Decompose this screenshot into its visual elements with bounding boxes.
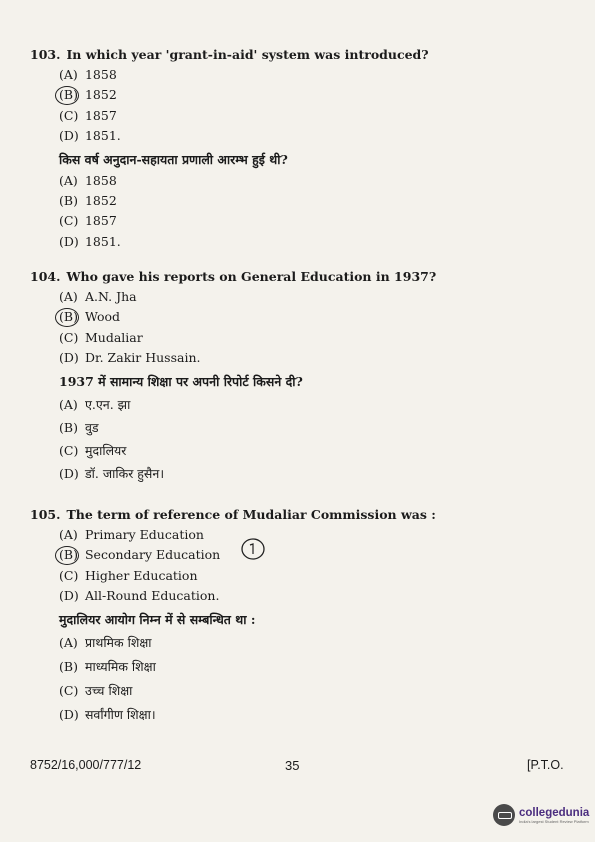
option-text: 1857: [84, 213, 117, 229]
hindi-option-c: [59, 439, 550, 462]
option-text: Higher Education: [84, 567, 198, 583]
option-text: माध्यमिक शिक्षा: [84, 658, 156, 674]
option-letter: (C): [59, 567, 79, 583]
hindi-option-b: [59, 655, 550, 679]
question-text: [30, 45, 550, 65]
logo-name: collegedunia: [519, 806, 590, 819]
option-letter: (D): [59, 588, 79, 604]
option-text: 1857: [84, 107, 117, 123]
option-text: Primary Education: [84, 527, 204, 542]
question-stem: Who gave his reports on General Education in 1937?: [66, 269, 437, 284]
hindi-option-c: [59, 211, 550, 231]
hindi-option-b: [59, 191, 550, 211]
option-text: All-Round Education.: [84, 588, 220, 604]
option-b: [59, 545, 550, 565]
paper-code: 8752/16,000/777/12: [30, 758, 142, 772]
option-letter: (D): [59, 233, 79, 249]
question-stem: In which year 'grant-in-aid' system was introduced?: [66, 47, 429, 62]
option-text: Dr. Zakir Hussain.: [84, 350, 201, 366]
hindi-question-text: 1937 में सामान्य शिक्षा पर अपनी रिपोर्ट किसने दी?: [59, 373, 303, 389]
option-letter: (D): [59, 128, 79, 144]
handwritten-circle-mark: [240, 537, 266, 561]
hindi-option-a: [59, 171, 550, 191]
option-text: 1852: [84, 87, 117, 103]
option-letter: (B): [59, 192, 78, 208]
option-letter: (A): [59, 67, 78, 82]
pto-label: [P.T.O.: [527, 758, 564, 772]
question-text: [30, 505, 550, 525]
option-c: [59, 106, 550, 126]
option-letter: (D): [59, 465, 79, 481]
hindi-option-d: [59, 462, 550, 485]
page-number: 35: [285, 758, 300, 773]
option-d: [59, 126, 550, 146]
option-a: [59, 287, 550, 307]
option-d: [59, 348, 550, 368]
option-letter: (C): [59, 682, 79, 698]
logo-tagline: India's largest Student Review Platform: [519, 818, 589, 824]
collegedunia-logo: [493, 801, 589, 829]
hindi-option-d: [59, 232, 550, 252]
option-text: 1858: [84, 172, 117, 188]
hindi-option-a: [59, 631, 550, 655]
question-text: [30, 267, 550, 287]
question-105: [30, 505, 550, 727]
option-letter: (D): [59, 350, 79, 366]
option-letter: (C): [59, 213, 79, 229]
question-103: [30, 45, 550, 252]
option-letter: (A): [59, 172, 78, 188]
option-letter: (A): [59, 396, 78, 412]
hindi-question-text: किस वर्ष अनुदान-सहायता प्रणाली आरम्भ हुई थी?: [59, 151, 288, 167]
hindi-option-c: [59, 679, 550, 703]
option-letter: (A): [59, 634, 78, 650]
option-b: [59, 85, 550, 105]
hindi-option-d: [59, 703, 550, 727]
question-number: 105.: [30, 507, 61, 522]
option-text: डॉ. जाकिर हुसैन।: [84, 465, 165, 481]
option-letter: (A): [59, 527, 78, 542]
option-letter-circled: (B): [59, 545, 81, 565]
option-letter: (A): [59, 289, 78, 304]
question-104: [30, 267, 550, 485]
option-b: [59, 307, 550, 327]
option-text: Wood: [84, 309, 121, 325]
question-stem: The term of reference of Mudaliar Commission was :: [66, 507, 436, 522]
option-c: [59, 328, 550, 348]
option-text: A.N. Jha: [84, 289, 137, 304]
logo-mascot-icon: [493, 804, 515, 826]
option-a: [59, 65, 550, 85]
option-letter-circled: (B): [59, 85, 81, 105]
option-c: [59, 566, 550, 586]
hindi-option-b: [59, 416, 550, 439]
logo-text: [519, 807, 589, 824]
option-text: उच्च शिक्षा: [84, 682, 133, 698]
option-letter: (C): [59, 329, 79, 345]
option-text: ए.एन. झा: [84, 396, 131, 412]
option-text: 1858: [84, 67, 117, 82]
option-text: Mudaliar: [84, 329, 143, 345]
option-letter: (D): [59, 706, 79, 722]
option-letter: (B): [59, 419, 78, 435]
option-a: [59, 525, 550, 545]
option-letter: (C): [59, 442, 79, 458]
hindi-option-a: [59, 393, 550, 416]
hindi-question-text: मुदालियर आयोग निम्न में से सम्बन्धित था :: [59, 611, 256, 627]
option-d: [59, 586, 550, 606]
option-text: प्राथमिक शिक्षा: [84, 634, 152, 650]
question-number: 103.: [30, 47, 61, 62]
option-text: मुदालियर: [84, 442, 127, 458]
option-letter: (B): [59, 658, 78, 674]
option-letter-circled: (B): [59, 307, 81, 327]
option-text: 1852: [84, 192, 117, 208]
option-text: 1851.: [84, 233, 121, 249]
option-text: 1851.: [84, 128, 121, 144]
option-text: वुड: [84, 419, 99, 435]
question-number: 104.: [30, 269, 61, 284]
option-letter: (C): [59, 107, 79, 123]
option-text: Secondary Education: [84, 547, 221, 563]
option-text: सर्वांगीण शिक्षा।: [84, 706, 156, 722]
